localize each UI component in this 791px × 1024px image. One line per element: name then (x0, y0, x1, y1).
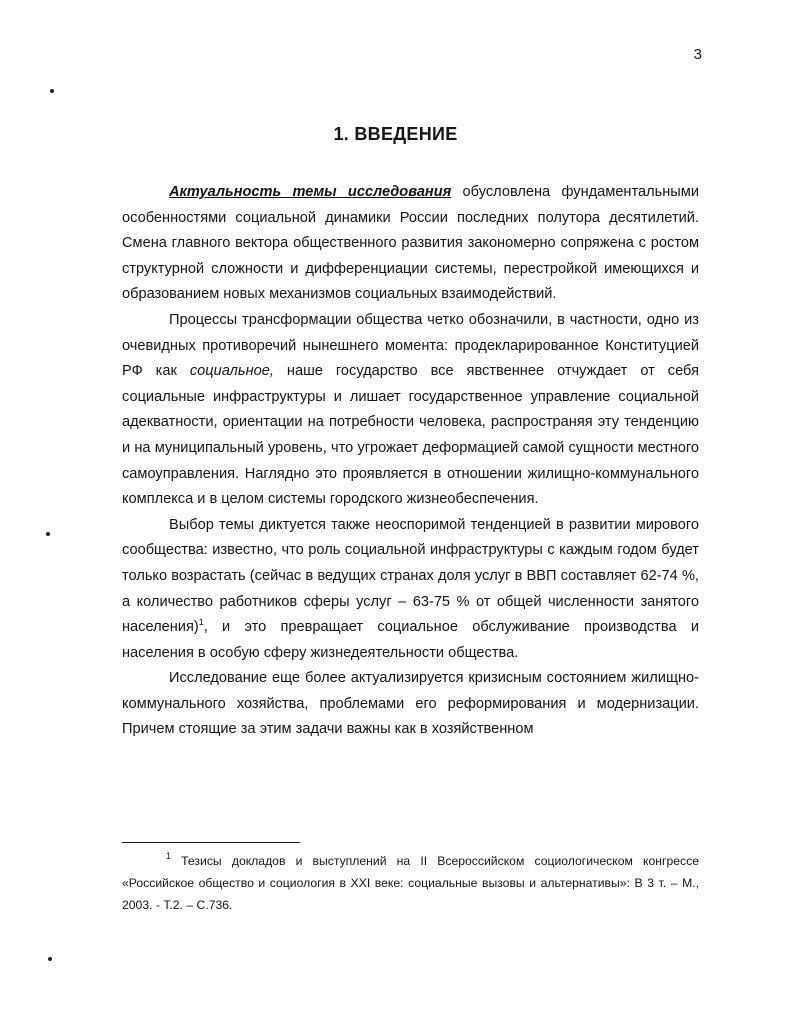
paragraph-text: , и это превращает социальное обслуживание производства и населения в особую сферу жизнедеятельности общества. (122, 619, 699, 661)
paragraph-text: обусловлена фундаментальными особенностями социальной динамики России последних полутора десятилетий. Смена главного вектора общественного развития закономерно сопряжена с ростом структурной сложности и дифференциации системы, перестройкой имеющихся и образованием новых механизмов социальных взаимодействий. (122, 184, 699, 303)
footnote-text: Тезисы докладов и выступлений на II Всероссийском социологическом конгрессе «Российское общество и социология в XXI веке: социальные вызовы и альтернативы»: В 3 т. – М., 2003. - Т.2. – С.736. (122, 854, 699, 912)
footnote-divider (122, 842, 300, 843)
paragraph-research (122, 666, 699, 743)
paragraph-relevance (122, 180, 699, 308)
scan-speck (48, 957, 52, 961)
footnote (122, 850, 699, 916)
lead-term: Актуальность темы исследования (169, 184, 452, 200)
scan-speck (50, 89, 54, 93)
paragraph-text: Выбор темы диктуется также неоспоримой тенденцией в развитии мирового сообщества: известно, что роль социальной инфраструктуры с каждым годом будет только возрастать (сейчас в ведущих странах доля услуг в ВВП составляет 62-74 %, а количество работников сферы услуг – 63-75 % от общей численности занятого населения) (122, 516, 699, 636)
paragraph-text: наше государство все явственнее отчуждает от себя социальные инфраструктуры и лишает государственное управление социальной адекватности, ориентации на потребности человека, распространяя эту тенденцию и на муниципальный уровень, что угрожает деформацией самой сущности местного самоуправления. Наглядно это проявляется в отношении жилищно-коммунального комплекса и в целом системы городского жизнеобеспечения. (122, 363, 699, 508)
page-number: 3 (693, 46, 702, 63)
footnote-reference[interactable]: 1 (198, 617, 204, 628)
paragraph-topic-choice (122, 513, 699, 667)
paragraph-text: Исследование еще более актуализируется кризисным состоянием жилищно-коммунального хозяйства, проблемами его реформирования и модернизации. Причем стоящие за этим задачи важны как в хозяйственном (122, 670, 699, 738)
scan-speck (46, 532, 50, 536)
paragraph-transformation (122, 308, 699, 513)
emphasized-word: социальное, (189, 363, 274, 380)
section-title: 1. ВВЕДЕНИЕ (333, 124, 458, 144)
paragraph-text: Процессы трансформации общества четко обозначили, в частности, одно из очевидных противоречий нынешнего момента: продекларированное Конституцией РФ как (122, 311, 699, 380)
body-text (122, 180, 699, 743)
footnote-mark: 1 (166, 851, 172, 861)
